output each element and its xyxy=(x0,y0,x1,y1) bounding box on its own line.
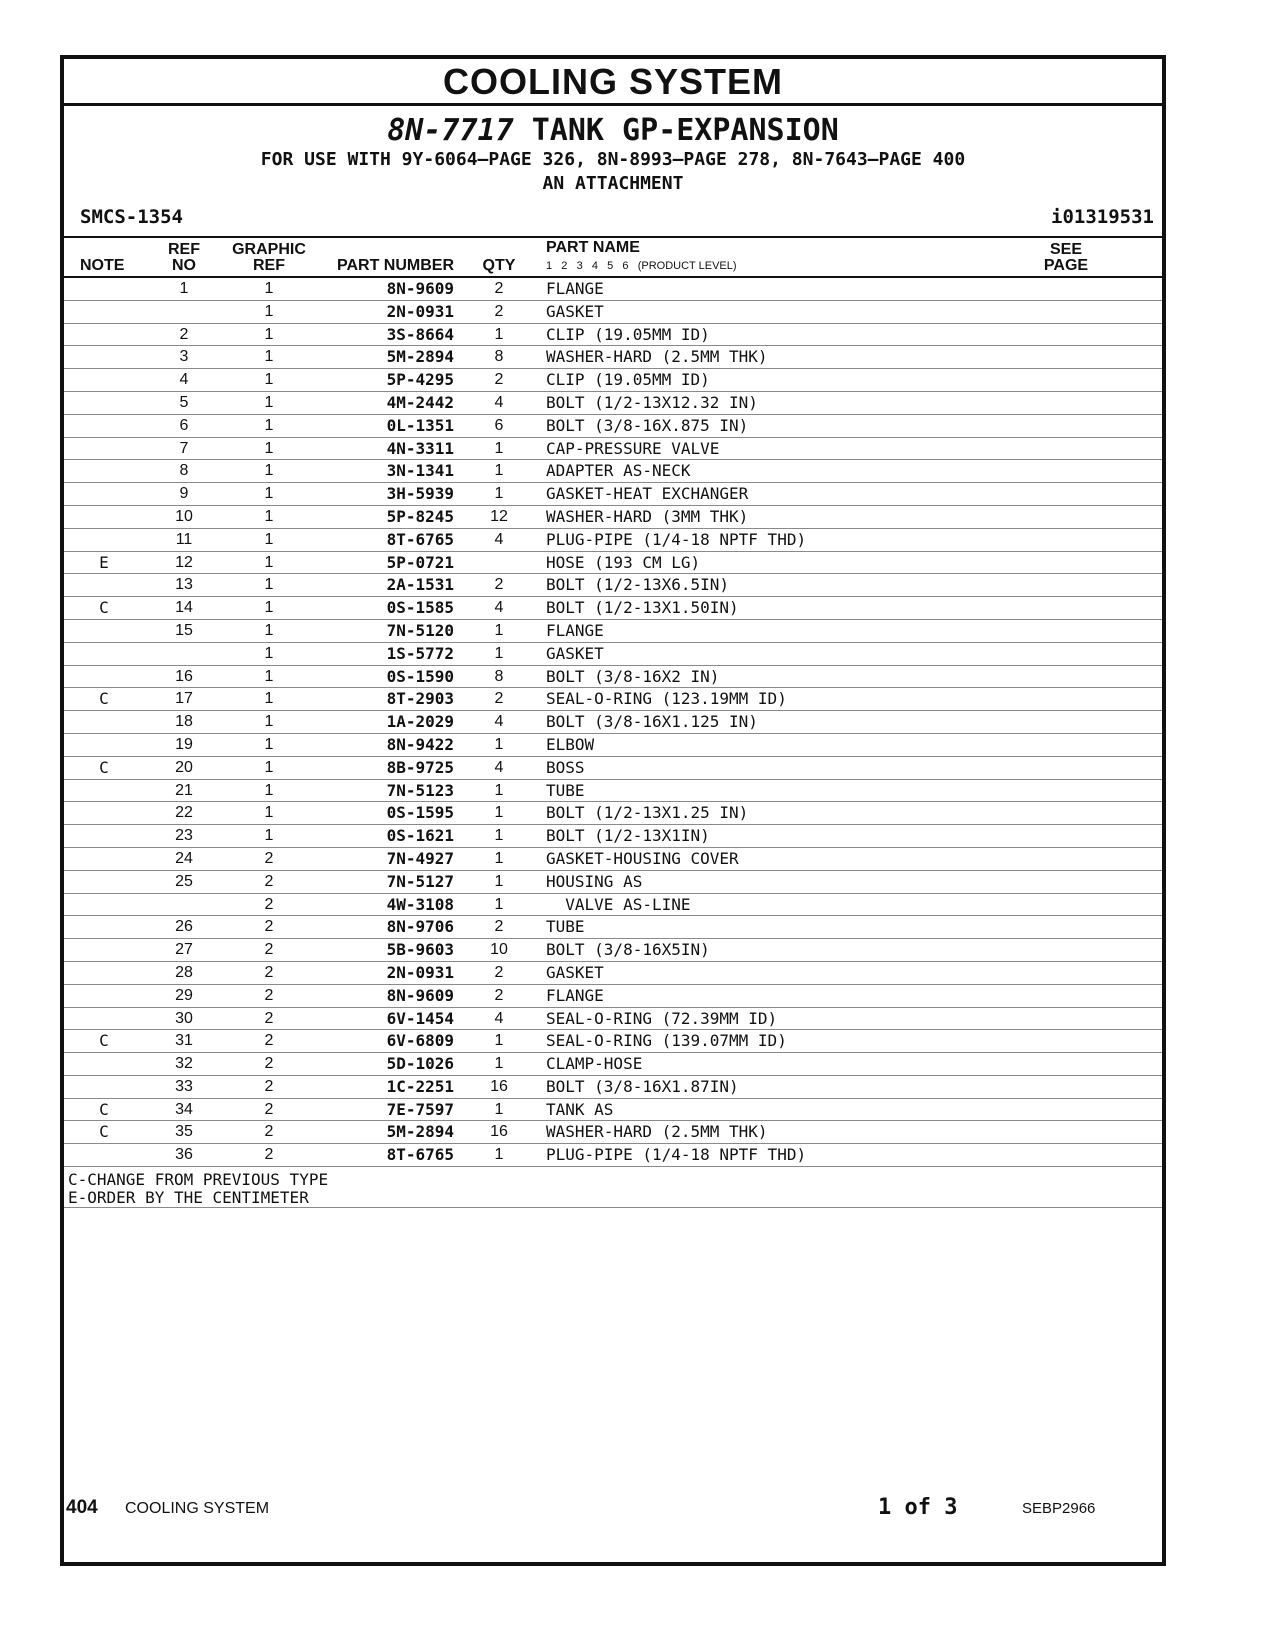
cell-part-number: 7N-4927 xyxy=(386,848,454,868)
table-row xyxy=(64,369,1162,392)
cell-part-name: SEAL-O-RING (139.07MM ID) xyxy=(546,1031,787,1051)
table-row xyxy=(64,1053,1162,1076)
cell-qty: 1 xyxy=(494,1100,504,1118)
cell-part-name: FLANGE xyxy=(546,279,604,298)
illustration-id: i01319531 xyxy=(1051,206,1154,228)
cell-qty: 2 xyxy=(494,690,504,708)
footer-doc-id: SEBP2966 xyxy=(1022,1500,1096,1517)
header-graphic-ref-line1: GRAPHIC xyxy=(232,241,306,258)
cell-part-name: BOLT (1/2-13X1.50IN) xyxy=(546,598,739,618)
cell-part-number: 8T-6765 xyxy=(386,1145,454,1165)
cell-part-name: BOLT (3/8-16X.875 IN) xyxy=(546,415,749,435)
cell-graphic-ref: 1 xyxy=(264,302,274,320)
table-row xyxy=(64,848,1162,871)
cell-part-number: 8T-2903 xyxy=(386,689,454,709)
cell-qty: 8 xyxy=(494,667,504,685)
cell-graphic-ref: 1 xyxy=(264,690,274,708)
cell-part-number: 8N-9609 xyxy=(386,985,454,1005)
cell-qty: 1 xyxy=(494,439,504,457)
cell-part-number: 2A-1531 xyxy=(386,575,454,595)
table-row xyxy=(64,552,1162,575)
cell-part-name: CAP-PRESSURE VALVE xyxy=(546,438,720,458)
cell-ref-no: 27 xyxy=(175,941,193,959)
group-name: TANK GP-EXPANSION xyxy=(531,113,839,148)
table-row xyxy=(64,301,1162,324)
cell-graphic-ref: 1 xyxy=(264,393,274,411)
cell-part-name: HOUSING AS xyxy=(546,871,643,891)
cell-qty: 8 xyxy=(494,348,504,366)
table-row xyxy=(64,597,1162,620)
cell-part-name: ELBOW xyxy=(546,734,595,754)
cell-qty: 1 xyxy=(494,849,504,867)
table-row xyxy=(64,438,1162,461)
table-row xyxy=(64,1008,1162,1031)
table-row xyxy=(64,802,1162,825)
cell-part-name: GASKET xyxy=(546,962,604,982)
table-row xyxy=(64,757,1162,780)
cell-qty: 10 xyxy=(490,941,508,959)
cell-part-name: BOLT (3/8-16X5IN) xyxy=(546,940,710,960)
cell-note: E xyxy=(99,552,109,572)
cell-ref-no: 36 xyxy=(175,1146,193,1164)
cell-ref-no: 3 xyxy=(179,348,189,366)
cell-part-name: GASKET xyxy=(546,301,604,321)
cell-qty: 4 xyxy=(494,530,504,548)
table-row xyxy=(64,574,1162,597)
cell-part-number: 0S-1595 xyxy=(386,803,454,823)
cell-ref-no: 10 xyxy=(175,507,193,525)
cell-ref-no: 35 xyxy=(175,1123,193,1141)
cell-qty: 1 xyxy=(494,462,504,480)
parts-table-body xyxy=(64,278,1162,1167)
cell-ref-no: 15 xyxy=(175,621,193,639)
table-row xyxy=(64,711,1162,734)
table-row xyxy=(64,688,1162,711)
table-row xyxy=(64,506,1162,529)
table-row xyxy=(64,392,1162,415)
cell-note: C xyxy=(99,757,109,777)
cell-qty: 1 xyxy=(494,895,504,913)
cell-part-number: 7N-5120 xyxy=(386,620,454,640)
cell-graphic-ref: 2 xyxy=(264,1009,274,1027)
cell-graphic-ref: 2 xyxy=(264,895,274,913)
cell-ref-no: 6 xyxy=(179,416,189,434)
cell-graphic-ref: 1 xyxy=(264,621,274,639)
cell-part-number: 6V-6809 xyxy=(386,1031,454,1051)
cell-part-number: 3H-5939 xyxy=(386,484,454,504)
cell-ref-no: 20 xyxy=(175,758,193,776)
cell-part-number: 8T-6765 xyxy=(386,529,454,549)
footer-page-number: 404 xyxy=(66,1497,98,1518)
smcs-code: SMCS-1354 xyxy=(80,206,183,228)
cell-part-number: 5P-4295 xyxy=(386,370,454,390)
table-row xyxy=(64,871,1162,894)
cell-qty: 2 xyxy=(494,986,504,1004)
parts-page-frame xyxy=(60,55,1166,1566)
cell-part-name: WASHER-HARD (2.5MM THK) xyxy=(546,1122,768,1142)
cell-graphic-ref: 2 xyxy=(264,941,274,959)
cell-part-name: HOSE (193 CM LG) xyxy=(546,552,701,572)
cell-ref-no: 9 xyxy=(179,485,189,503)
cell-part-name: WASHER-HARD (3MM THK) xyxy=(546,506,749,526)
table-row xyxy=(64,278,1162,301)
cell-part-number: 4W-3108 xyxy=(386,894,454,914)
cell-part-number: 5P-8245 xyxy=(386,506,454,526)
cell-qty: 4 xyxy=(494,758,504,776)
cell-graphic-ref: 1 xyxy=(264,348,274,366)
note-line-c: C-CHANGE FROM PREVIOUS TYPE xyxy=(68,1170,329,1190)
cell-qty: 4 xyxy=(494,713,504,731)
cell-ref-no: 2 xyxy=(179,325,189,343)
cell-graphic-ref: 2 xyxy=(264,963,274,981)
cell-part-name: ADAPTER AS-NECK xyxy=(546,461,691,481)
cell-part-name: BOLT (1/2-13X1.25 IN) xyxy=(546,803,749,823)
page-footer xyxy=(0,1495,1275,1525)
cell-qty: 1 xyxy=(494,1146,504,1164)
cell-qty: 4 xyxy=(494,599,504,617)
cell-graphic-ref: 1 xyxy=(264,280,274,297)
table-row xyxy=(64,620,1162,643)
cell-part-number: 2N-0931 xyxy=(386,301,454,321)
table-header xyxy=(64,238,1162,278)
table-row xyxy=(64,825,1162,848)
cell-qty: 1 xyxy=(494,621,504,639)
cell-part-name: SEAL-O-RING (72.39MM ID) xyxy=(546,1008,778,1028)
cell-qty: 1 xyxy=(494,872,504,890)
cell-qty: 1 xyxy=(494,325,504,343)
cell-part-name: CLIP (19.05MM ID) xyxy=(546,370,710,390)
use-with-line: FOR USE WITH 9Y-6064—PAGE 326, 8N-8993—PAGE 278, 8N-7643—PAGE 400 xyxy=(260,149,966,170)
group-number: 8N-7717 xyxy=(387,113,514,148)
cell-graphic-ref: 1 xyxy=(264,735,274,753)
table-row xyxy=(64,1121,1162,1144)
cell-part-number: 5B-9603 xyxy=(386,940,454,960)
header-ref-no-line2: NO xyxy=(172,257,196,274)
cell-graphic-ref: 2 xyxy=(264,1032,274,1050)
cell-part-name: BOLT (1/2-13X12.32 IN) xyxy=(546,392,758,412)
table-row xyxy=(64,939,1162,962)
cell-graphic-ref: 1 xyxy=(264,462,274,480)
cell-part-name: WASHER-HARD (2.5MM THK) xyxy=(546,347,768,367)
cell-qty: 2 xyxy=(494,576,504,594)
footer-section: COOLING SYSTEM xyxy=(125,1500,270,1517)
cell-part-number: 6V-1454 xyxy=(386,1008,454,1028)
cell-part-number: 8N-9609 xyxy=(386,279,454,298)
header-part-name: PART NAME xyxy=(546,239,640,256)
cell-graphic-ref: 2 xyxy=(264,986,274,1004)
cell-graphic-ref: 1 xyxy=(264,325,274,343)
cell-graphic-ref: 1 xyxy=(264,530,274,548)
cell-qty: 12 xyxy=(490,507,508,525)
cell-graphic-ref: 1 xyxy=(264,781,274,799)
cell-note: C xyxy=(99,1099,109,1119)
cell-graphic-ref: 1 xyxy=(264,576,274,594)
cell-graphic-ref: 1 xyxy=(264,667,274,685)
cell-graphic-ref: 2 xyxy=(264,1055,274,1073)
cell-qty: 2 xyxy=(494,963,504,981)
cell-graphic-ref: 2 xyxy=(264,849,274,867)
table-row xyxy=(64,483,1162,506)
table-row xyxy=(64,666,1162,689)
cell-part-number: 0L-1351 xyxy=(386,415,454,435)
cell-ref-no: 34 xyxy=(175,1100,193,1118)
cell-qty: 4 xyxy=(494,1009,504,1027)
header-product-level: 1 2 3 4 5 6 (PRODUCT LEVEL) xyxy=(546,260,737,272)
notes-block xyxy=(64,1167,1162,1208)
cell-graphic-ref: 2 xyxy=(264,918,274,936)
cell-qty: 2 xyxy=(494,302,504,320)
cell-graphic-ref: 1 xyxy=(264,485,274,503)
cell-part-name: PLUG-PIPE (1/4-18 NPTF THD) xyxy=(546,529,807,549)
cell-part-name: BOLT (1/2-13X1IN) xyxy=(546,826,710,846)
table-row xyxy=(64,529,1162,552)
table-row xyxy=(64,1076,1162,1099)
cell-ref-no: 13 xyxy=(175,576,193,594)
cell-part-number: 4N-3311 xyxy=(386,438,454,458)
cell-qty: 2 xyxy=(494,371,504,389)
cell-ref-no: 26 xyxy=(175,918,193,936)
cell-ref-no: 28 xyxy=(175,963,193,981)
cell-ref-no: 33 xyxy=(175,1077,193,1095)
cell-part-number: 7E-7597 xyxy=(386,1099,454,1119)
table-row xyxy=(64,643,1162,666)
cell-graphic-ref: 1 xyxy=(264,507,274,525)
header-note: NOTE xyxy=(80,257,125,274)
cell-part-number: 3S-8664 xyxy=(386,324,454,344)
cell-part-number: 7N-5123 xyxy=(386,780,454,800)
cell-graphic-ref: 1 xyxy=(264,827,274,845)
cell-qty: 2 xyxy=(494,918,504,936)
table-row xyxy=(64,894,1162,917)
section-title: COOLING SYSTEM xyxy=(64,59,1162,106)
cell-graphic-ref: 2 xyxy=(264,872,274,890)
cell-part-name: GASKET xyxy=(546,643,604,663)
note-line-e: E-ORDER BY THE CENTIMETER xyxy=(68,1188,309,1208)
table-row xyxy=(64,1099,1162,1122)
cell-note: C xyxy=(99,598,109,618)
meta-row xyxy=(64,204,1162,238)
cell-ref-no: 19 xyxy=(175,735,193,753)
cell-part-name: BOLT (3/8-16X2 IN) xyxy=(546,666,720,686)
cell-qty: 2 xyxy=(494,280,504,297)
cell-ref-no: 7 xyxy=(179,439,189,457)
cell-ref-no: 25 xyxy=(175,872,193,890)
cell-qty: 1 xyxy=(494,644,504,662)
cell-ref-no: 31 xyxy=(175,1032,193,1050)
header-part-number: PART NUMBER xyxy=(336,257,454,274)
cell-qty: 1 xyxy=(494,827,504,845)
attachment-line: AN ATTACHMENT xyxy=(542,173,684,194)
cell-part-number: 8B-9725 xyxy=(386,757,454,777)
cell-ref-no: 18 xyxy=(175,713,193,731)
cell-graphic-ref: 1 xyxy=(264,713,274,731)
cell-ref-no: 4 xyxy=(179,371,189,389)
cell-graphic-ref: 1 xyxy=(264,758,274,776)
cell-graphic-ref: 1 xyxy=(264,553,274,571)
table-row xyxy=(64,1144,1162,1167)
cell-graphic-ref: 2 xyxy=(264,1123,274,1141)
cell-part-name: TUBE xyxy=(546,917,585,937)
header-qty: QTY xyxy=(482,257,516,274)
cell-qty: 16 xyxy=(490,1123,508,1141)
table-row xyxy=(64,460,1162,483)
cell-graphic-ref: 2 xyxy=(264,1100,274,1118)
cell-part-name: CLAMP-HOSE xyxy=(546,1054,643,1074)
table-row xyxy=(64,916,1162,939)
header-see-page-line2: PAGE xyxy=(1043,257,1089,274)
cell-part-name: TANK AS xyxy=(546,1099,614,1119)
cell-part-number: 1C-2251 xyxy=(386,1076,454,1096)
table-row xyxy=(64,780,1162,803)
group-title xyxy=(64,114,1162,148)
table-row xyxy=(64,734,1162,757)
cell-note: C xyxy=(99,1122,109,1142)
cell-graphic-ref: 1 xyxy=(264,599,274,617)
cell-graphic-ref: 1 xyxy=(264,644,274,662)
footer-sheet: 1 of 3 xyxy=(878,1495,958,1520)
cell-graphic-ref: 1 xyxy=(264,371,274,389)
cell-ref-no: 23 xyxy=(175,827,193,845)
cell-part-number: 1A-2029 xyxy=(386,712,454,732)
cell-ref-no: 17 xyxy=(175,690,193,708)
cell-part-number: 4M-2442 xyxy=(386,392,454,412)
cell-part-name: GASKET-HOUSING COVER xyxy=(546,848,739,868)
cell-part-name: BOSS xyxy=(546,757,585,777)
cell-ref-no: 16 xyxy=(175,667,193,685)
cell-part-number: 2N-0931 xyxy=(386,962,454,982)
table-row xyxy=(64,962,1162,985)
cell-ref-no: 29 xyxy=(175,986,193,1004)
cell-graphic-ref: 2 xyxy=(264,1146,274,1164)
table-row xyxy=(64,346,1162,369)
cell-ref-no: 22 xyxy=(175,804,193,822)
cell-ref-no: 30 xyxy=(175,1009,193,1027)
cell-qty: 1 xyxy=(494,735,504,753)
cell-ref-no: 12 xyxy=(175,553,193,571)
cell-part-number: 8N-9706 xyxy=(386,917,454,937)
header-ref-no-line1: REF xyxy=(168,241,200,258)
cell-note: C xyxy=(99,1031,109,1051)
cell-ref-no: 32 xyxy=(175,1055,193,1073)
cell-part-number: 3N-1341 xyxy=(386,461,454,481)
table-row xyxy=(64,1030,1162,1053)
cell-part-name: GASKET-HEAT EXCHANGER xyxy=(546,484,749,504)
cell-part-name: BOLT (3/8-16X1.87IN) xyxy=(546,1076,739,1096)
cell-note: C xyxy=(99,689,109,709)
cell-graphic-ref: 1 xyxy=(264,416,274,434)
cell-part-name: FLANGE xyxy=(546,985,604,1005)
cell-ref-no: 21 xyxy=(175,781,193,799)
cell-part-number: 0S-1621 xyxy=(386,826,454,846)
cell-graphic-ref: 1 xyxy=(264,804,274,822)
cell-ref-no: 1 xyxy=(179,280,189,297)
cell-ref-no: 24 xyxy=(175,849,193,867)
table-row xyxy=(64,985,1162,1008)
cell-part-number: 0S-1590 xyxy=(386,666,454,686)
cell-qty: 1 xyxy=(494,781,504,799)
cell-qty: 6 xyxy=(494,416,504,434)
cell-ref-no: 8 xyxy=(179,462,189,480)
cell-part-number: 5M-2894 xyxy=(386,347,454,367)
cell-qty: 1 xyxy=(494,804,504,822)
cell-ref-no: 5 xyxy=(179,393,189,411)
cell-part-name: PLUG-PIPE (1/4-18 NPTF THD) xyxy=(546,1145,807,1165)
cell-graphic-ref: 1 xyxy=(264,439,274,457)
table-row xyxy=(64,324,1162,347)
cell-part-name: SEAL-O-RING (123.19MM ID) xyxy=(546,689,787,709)
cell-ref-no: 14 xyxy=(175,599,193,617)
cell-part-number: 5D-1026 xyxy=(386,1054,454,1074)
cell-part-number: 5M-2894 xyxy=(386,1122,454,1142)
cell-part-name: BOLT (3/8-16X1.125 IN) xyxy=(546,712,758,732)
cell-part-number: 1S-5772 xyxy=(386,643,454,663)
cell-part-name: TUBE xyxy=(546,780,585,800)
cell-qty: 1 xyxy=(494,485,504,503)
cell-part-name: FLANGE xyxy=(546,620,604,640)
cell-qty: 16 xyxy=(490,1077,508,1095)
table-row xyxy=(64,415,1162,438)
cell-part-number: 5P-0721 xyxy=(386,552,454,572)
cell-qty: 1 xyxy=(494,1032,504,1050)
cell-part-name: VALVE AS-LINE xyxy=(546,894,691,914)
cell-part-number: 0S-1585 xyxy=(386,598,454,618)
cell-qty: 4 xyxy=(494,393,504,411)
cell-part-number: 7N-5127 xyxy=(386,871,454,891)
header-graphic-ref-line2: REF xyxy=(253,257,285,274)
cell-qty: 1 xyxy=(494,1055,504,1073)
cell-graphic-ref: 2 xyxy=(264,1077,274,1095)
cell-part-name: CLIP (19.05MM ID) xyxy=(546,324,710,344)
cell-part-name: BOLT (1/2-13X6.5IN) xyxy=(546,575,730,595)
cell-ref-no: 11 xyxy=(175,530,193,548)
cell-part-number: 8N-9422 xyxy=(386,734,454,754)
header-see-page-line1: SEE xyxy=(1049,241,1082,258)
